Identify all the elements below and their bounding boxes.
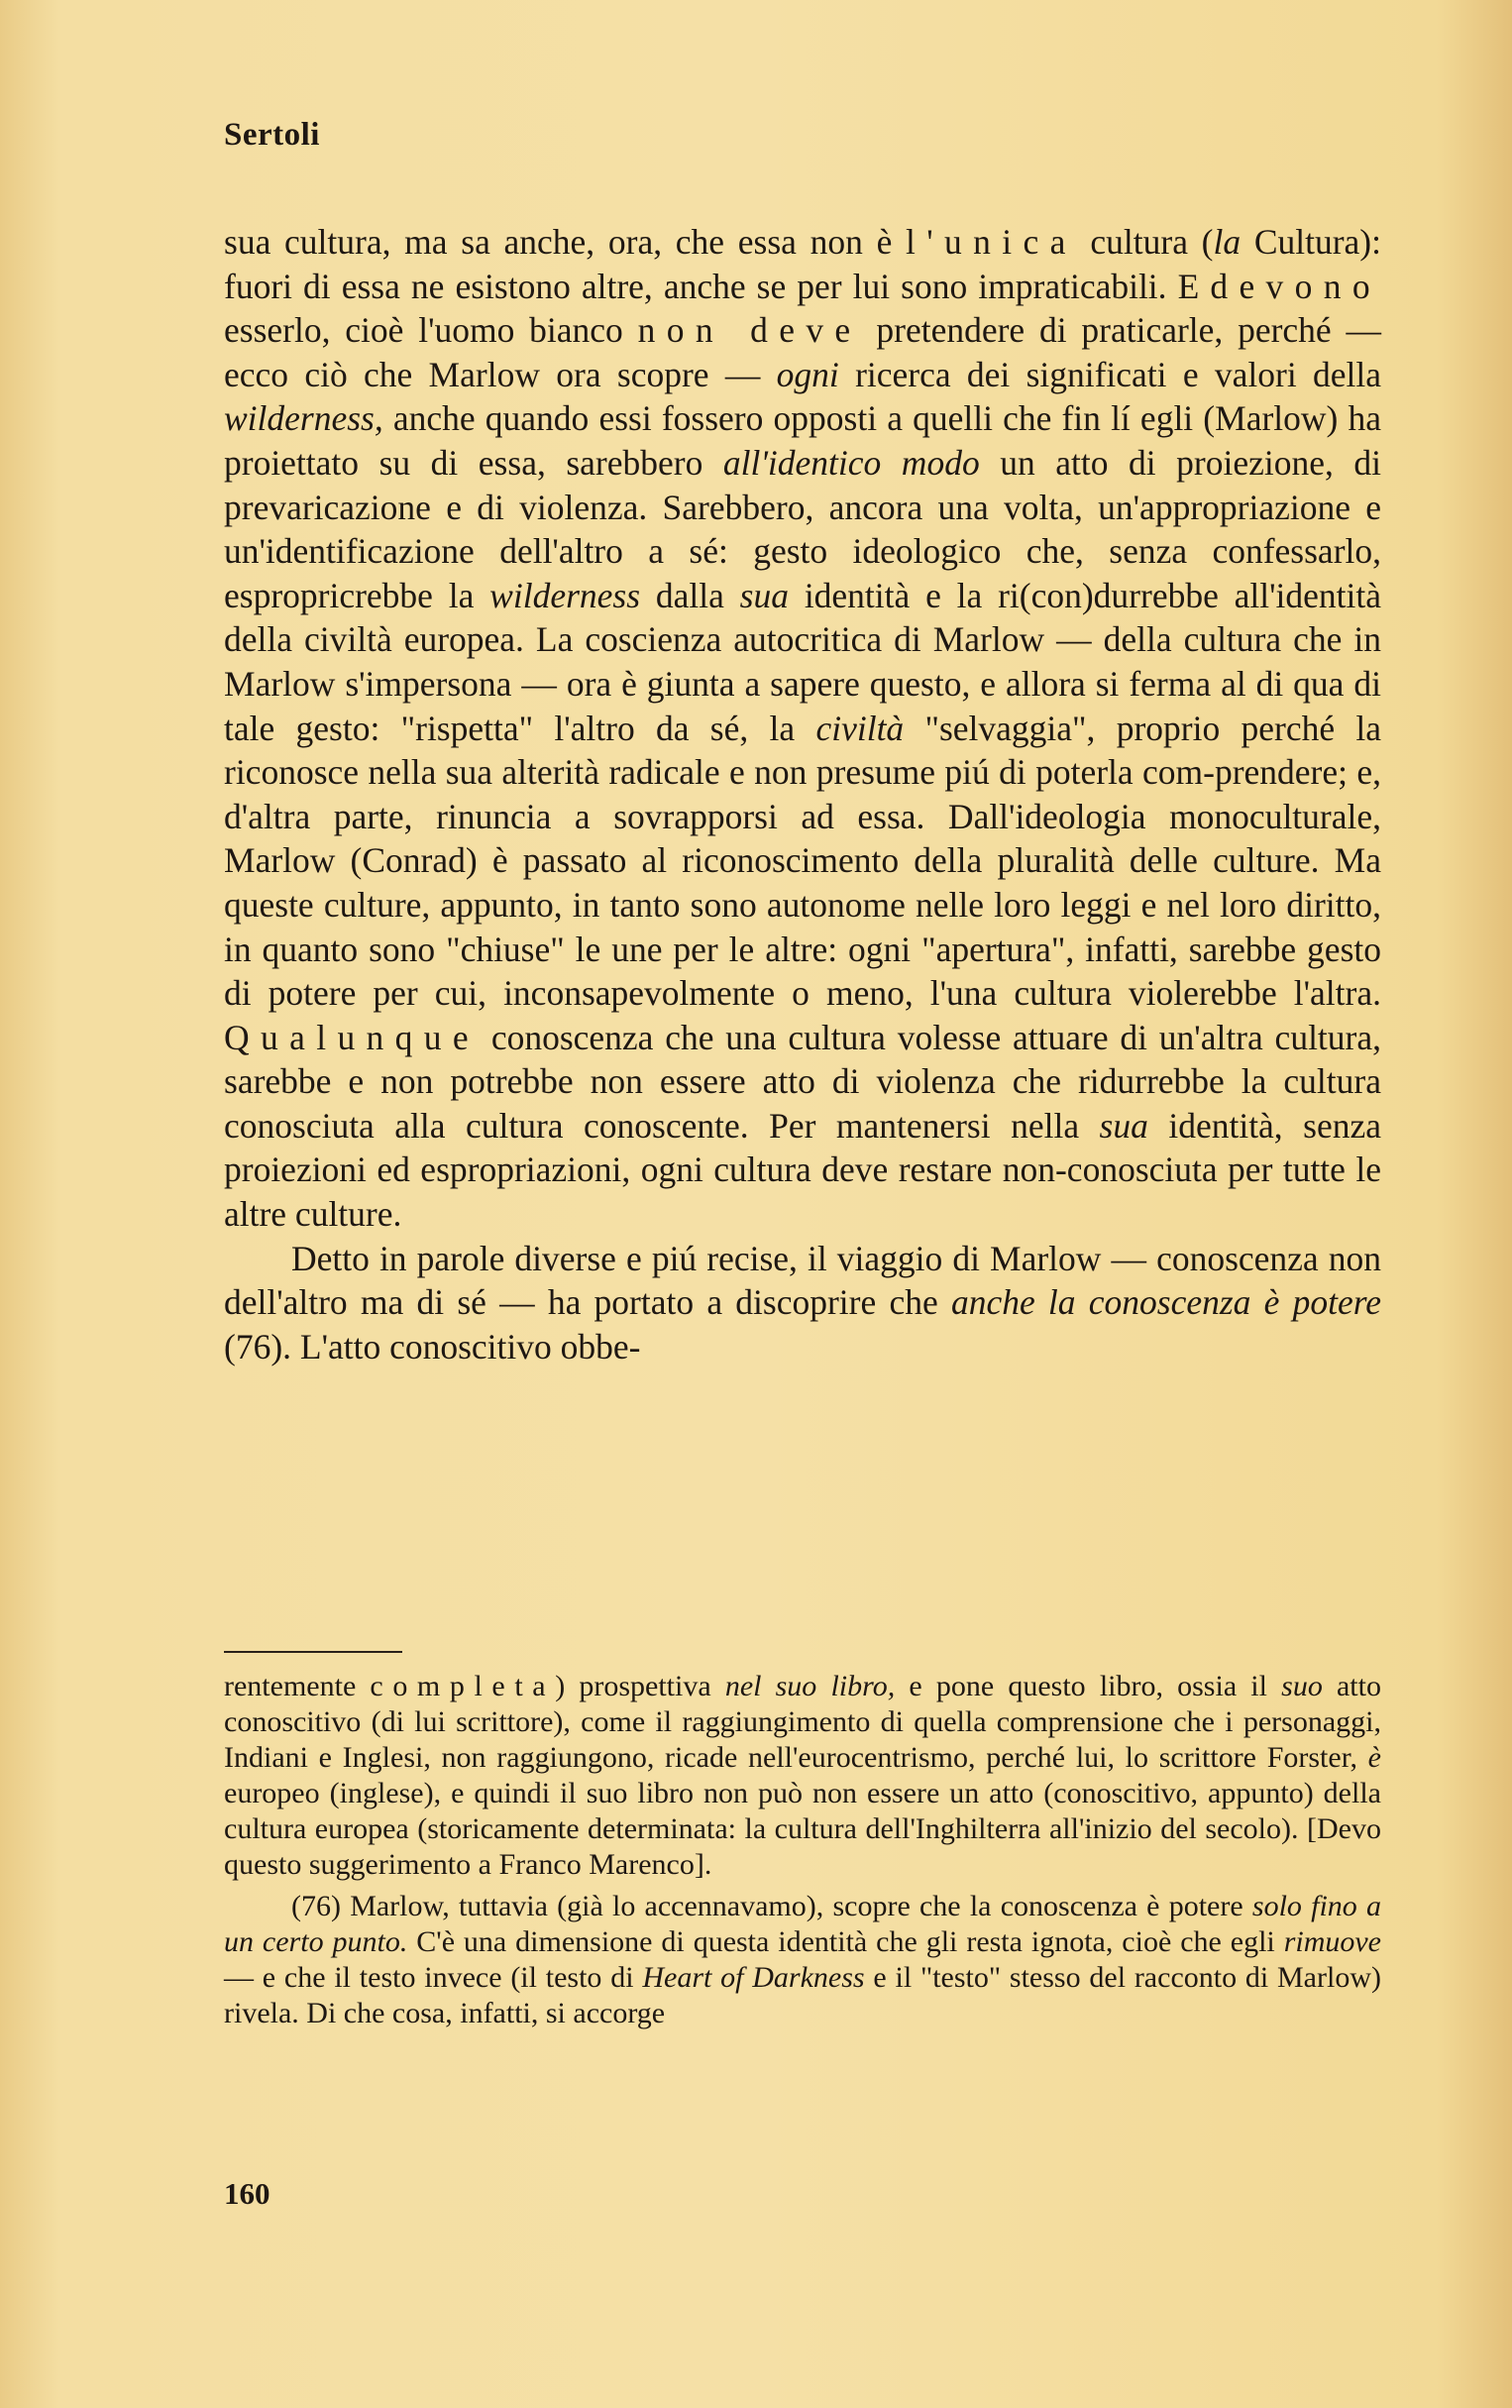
body-paragraph-2: Detto in parole diverse e piú recise, il viaggio di Marlow — conoscenza non dell'altro ma di sé — ha portato a discoprire che anche la conoscenza è potere (76). L'atto conoscitivo obbe- <box>224 1238 1381 1367</box>
page-number: 160 <box>224 2176 270 2211</box>
main-text <box>224 220 1381 1368</box>
spaced-emphasis: l'unica <box>906 222 1077 262</box>
spaced-emphasis: non deve <box>637 310 862 351</box>
running-head: Sertoli <box>224 117 320 153</box>
footnotes <box>224 1669 1381 2031</box>
footnote-76: (76) Marlow, tuttavia (già lo accennavamo), scopre che la conoscenza è potere solo fino a un certo punto. C'è una dimensione di questa identità che gli resta ignota, cioè che egli rimuove — e che il testo invece (il testo di Heart of Darkness e il "testo" stesso del racconto di Marlow) rivela. Di che cosa, infatti, si accorge <box>224 1890 1382 2029</box>
spaced-emphasis: Qualunque <box>224 1017 481 1057</box>
body-paragraph-1: sua cultura, ma sa anche, ora, che essa non è l'unica cultura (la Cultura): fuori di essa ne esistono altre, anche se per lui sono impraticabili. E devono esserlo, cioè l'uomo bianco non deve pretendere di praticarle, perché — ecco ciò che Marlow ora scopre — ogni ricerca dei significati e valori della wilderness, anche quando essi fossero opposti a quelli che fin lí egli (Marlow) ha proiettato su di essa, sarebbero all'identico modo un atto di proiezione, di prevaricazione e di violenza. Sarebbero, ancora una volta, un'appropriazione e un'identificazione dell'altro a sé: gesto ideologico che, senza confessarlo, espropricrebbe la wilderness dalla sua identità e la ri(con)durrebbe all'identità della civiltà europea. La coscienza autocritica di Marlow — della cultura che in Marlow s'impersona — ora è giunta a sapere questo, e allora si ferma al di qua di tale gesto: "rispetta" l'altro da sé, la civiltà "selvaggia", proprio perché la riconosce nella sua alterità radicale e non presume piú di poterla com-prendere; e, d'altra parte, rinuncia a sovrapporsi ad essa. Dall'ideologia monoculturale, Marlow (Conrad) è passato al riconoscimento della pluralità delle culture. Ma queste culture, appunto, in tanto sono autonome nelle loro leggi e nel loro diritto, in quanto sono "chiuse" le une per le altre: ogni "apertura", infatti, sarebbe gesto di potere per cui, inconsapevolmente o meno, l'una cultura violerebbe l'altra. Qualunque conoscenza che una cultura volesse attuare di un'altra cultura, sarebbe e non potrebbe non essere atto di violenza che ridurrebbe la cultura conosciuta alla cultura conoscente. Per mantenersi nella sua identità, senza proiezioni ed espropriazioni, ogni cultura deve restare non-conosciuta per tutte le altre culture. <box>224 222 1382 1235</box>
spaced-emphasis: completa <box>370 1670 556 1702</box>
spaced-emphasis: devono <box>1210 266 1381 306</box>
footnote-rule <box>224 1651 402 1653</box>
footnote-continued: rentemente completa) prospettiva nel suo libro, e pone questo libro, ossia il suo atto conoscitivo (di lui scrittore), come il raggiungimento di quella comprensione che i personaggi, Indiani e Inglesi, non raggiungono, ricade nell'eurocentrismo, perché lui, lo scrittore Forster, è europeo (inglese), e quindi il suo libro non può non essere un atto (conoscitivo, appunto) della cultura europea (storicamente determinata: la cultura dell'Inghilterra all'inizio del secolo). [Devo questo suggerimento a Franco Marenco]. <box>224 1670 1381 1881</box>
